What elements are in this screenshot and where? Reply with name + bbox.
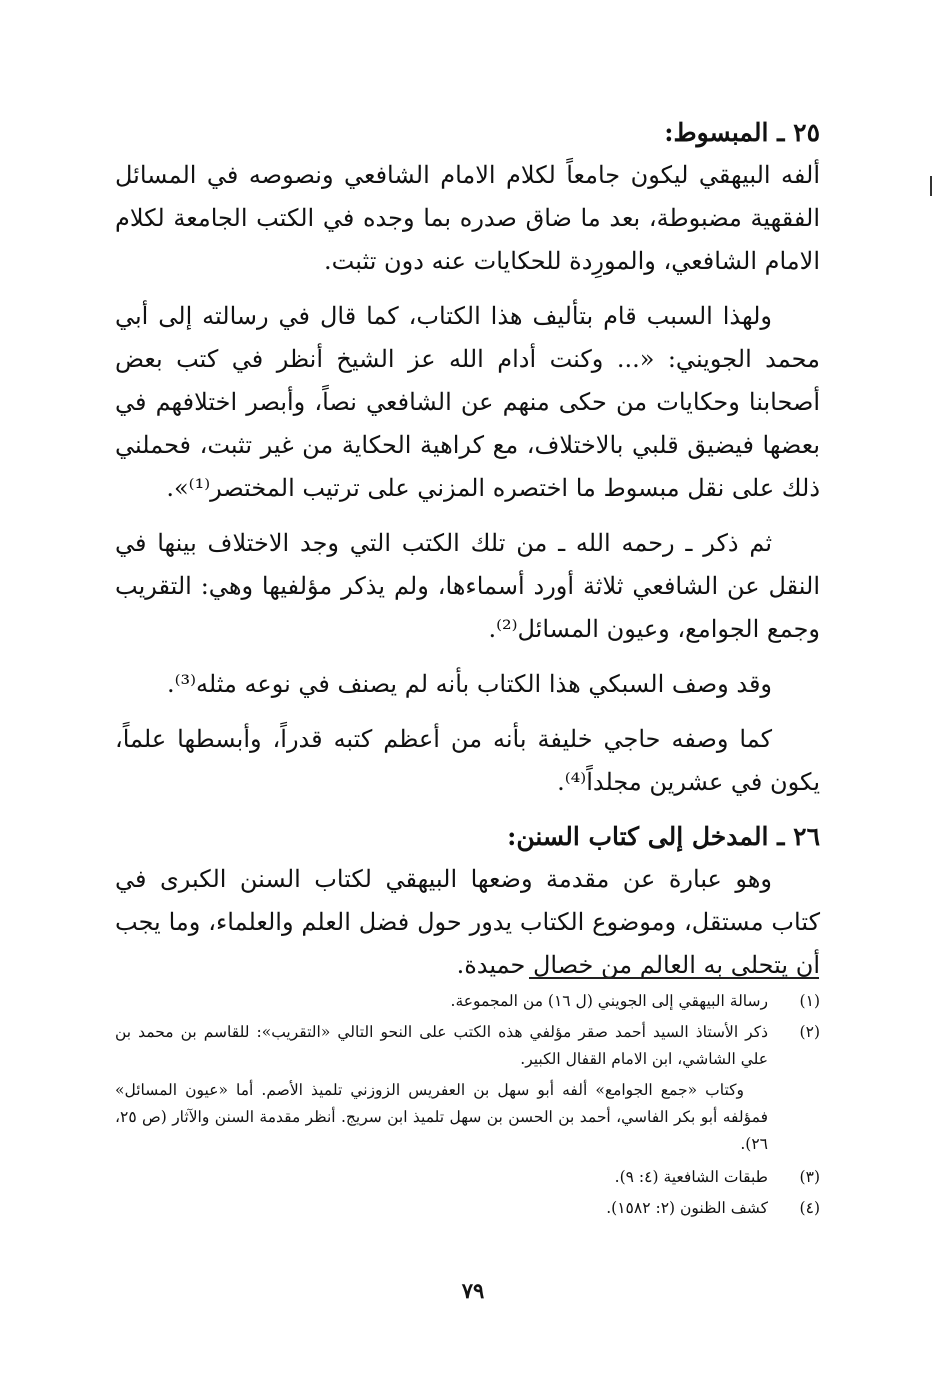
footnote-text: كشف الظنون (٢: ١٥٨٢). <box>606 1199 768 1217</box>
footnote-2-continuation: وكتاب «جمع الجوامع» ألفه أبو سهل بن العفريس الزوزني تلميذ الأصم. أما «عيون المسائل» فمؤلفه أبو بكر الفاسي، أحمد بن الحسن بن سهل تلميذ ابن سريج. أنظر مقدمة السنن والآثار (ص ٢٥، ٢٦). <box>115 1081 768 1153</box>
section-25-paragraph-5: كما وصفه حاجي خليفة بأنه من أعظم كتبه قدراً، وأبسطها علماً، يكون في عشرين مجلداً⁽⁴⁾. <box>115 725 820 796</box>
section-26-heading: ٢٦ ـ المدخل إلى كتاب السنن: <box>507 822 820 851</box>
section-25-heading: ٢٥ ـ المبسوط: <box>664 118 820 147</box>
footnote-divider <box>529 977 819 979</box>
footnote-text: رسالة البيهقي إلى الجويني (ل ١٦) من المجموعة. <box>450 992 768 1010</box>
footnote-4 <box>115 1195 820 1222</box>
margin-mark <box>930 176 932 196</box>
footnote-2 <box>115 1019 820 1073</box>
section-25-paragraph-2: ولهذا السبب قام بتأليف هذا الكتاب، كما قال في رسالته إلى أبي محمد الجويني: «... وكنت أدام الله عز الشيخ أنظر في كتب بعض أصحابنا وحكايات من حكى منهم عن الشافعي نصاً، وأبصر اختلافهم في بعضها فيضيق قلبي بالاختلاف، مع كراهية الحكاية من غير تثبت، فحملني ذلك على نقل مبسوط ما اختصره المزني على ترتيب المختصر⁽¹⁾». <box>115 302 820 502</box>
section-25-paragraph-3: ثم ذكر ـ رحمه الله ـ من تلك الكتب التي وجد الاختلاف بينها في النقل عن الشافعي ثلاثة أورد أسماءها، ولم يذكر مؤلفيها وهي: التقريب وجمع الجوامع، وعيون المسائل⁽²⁾. <box>115 529 820 643</box>
footnote-3 <box>115 1164 820 1191</box>
footnote-1 <box>115 988 820 1015</box>
section-26-paragraph-1: وهو عبارة عن مقدمة وضعها البيهقي لكتاب السنن الكبرى في كتاب مستقل، وموضوع الكتاب يدور حول فضل العلم والعلماء، وما يجب أن يتحلى به العالم من خصال حميدة. <box>115 865 820 979</box>
section-25-paragraph-4: وقد وصف السبكي هذا الكتاب بأنه لم يصنف في نوعه مثله⁽³⁾. <box>166 670 772 698</box>
page-number: ٧٩ <box>461 1278 485 1303</box>
footnote-number: (٣) <box>799 1168 820 1186</box>
footnote-number: (٤) <box>799 1199 820 1217</box>
section-25-paragraph-1: ألفه البيهقي ليكون جامعاً لكلام الامام الشافعي ونصوصه في المسائل الفقهية مضبوطة، بعد ما ضاق صدره بما وجده في الكتب الجامعة لكلام الامام الشافعي، والمورِدة للحكايات عنه دون تثبت. <box>115 161 820 275</box>
footnotes <box>115 988 820 1226</box>
footnote-number: (٢) <box>799 1023 820 1041</box>
footnote-text: ذكر الأستاذ السيد أحمد صقر مؤلفي هذه الكتب على النحو التالي «التقريب»: للقاسم بن محمد بن علي الشاشي، ابن الامام القفال الكبير. <box>115 1023 768 1068</box>
footnote-text: طبقات الشافعية (٤: ٩). <box>614 1168 768 1186</box>
footnote-number: (١) <box>799 992 820 1010</box>
main-text <box>115 112 820 999</box>
